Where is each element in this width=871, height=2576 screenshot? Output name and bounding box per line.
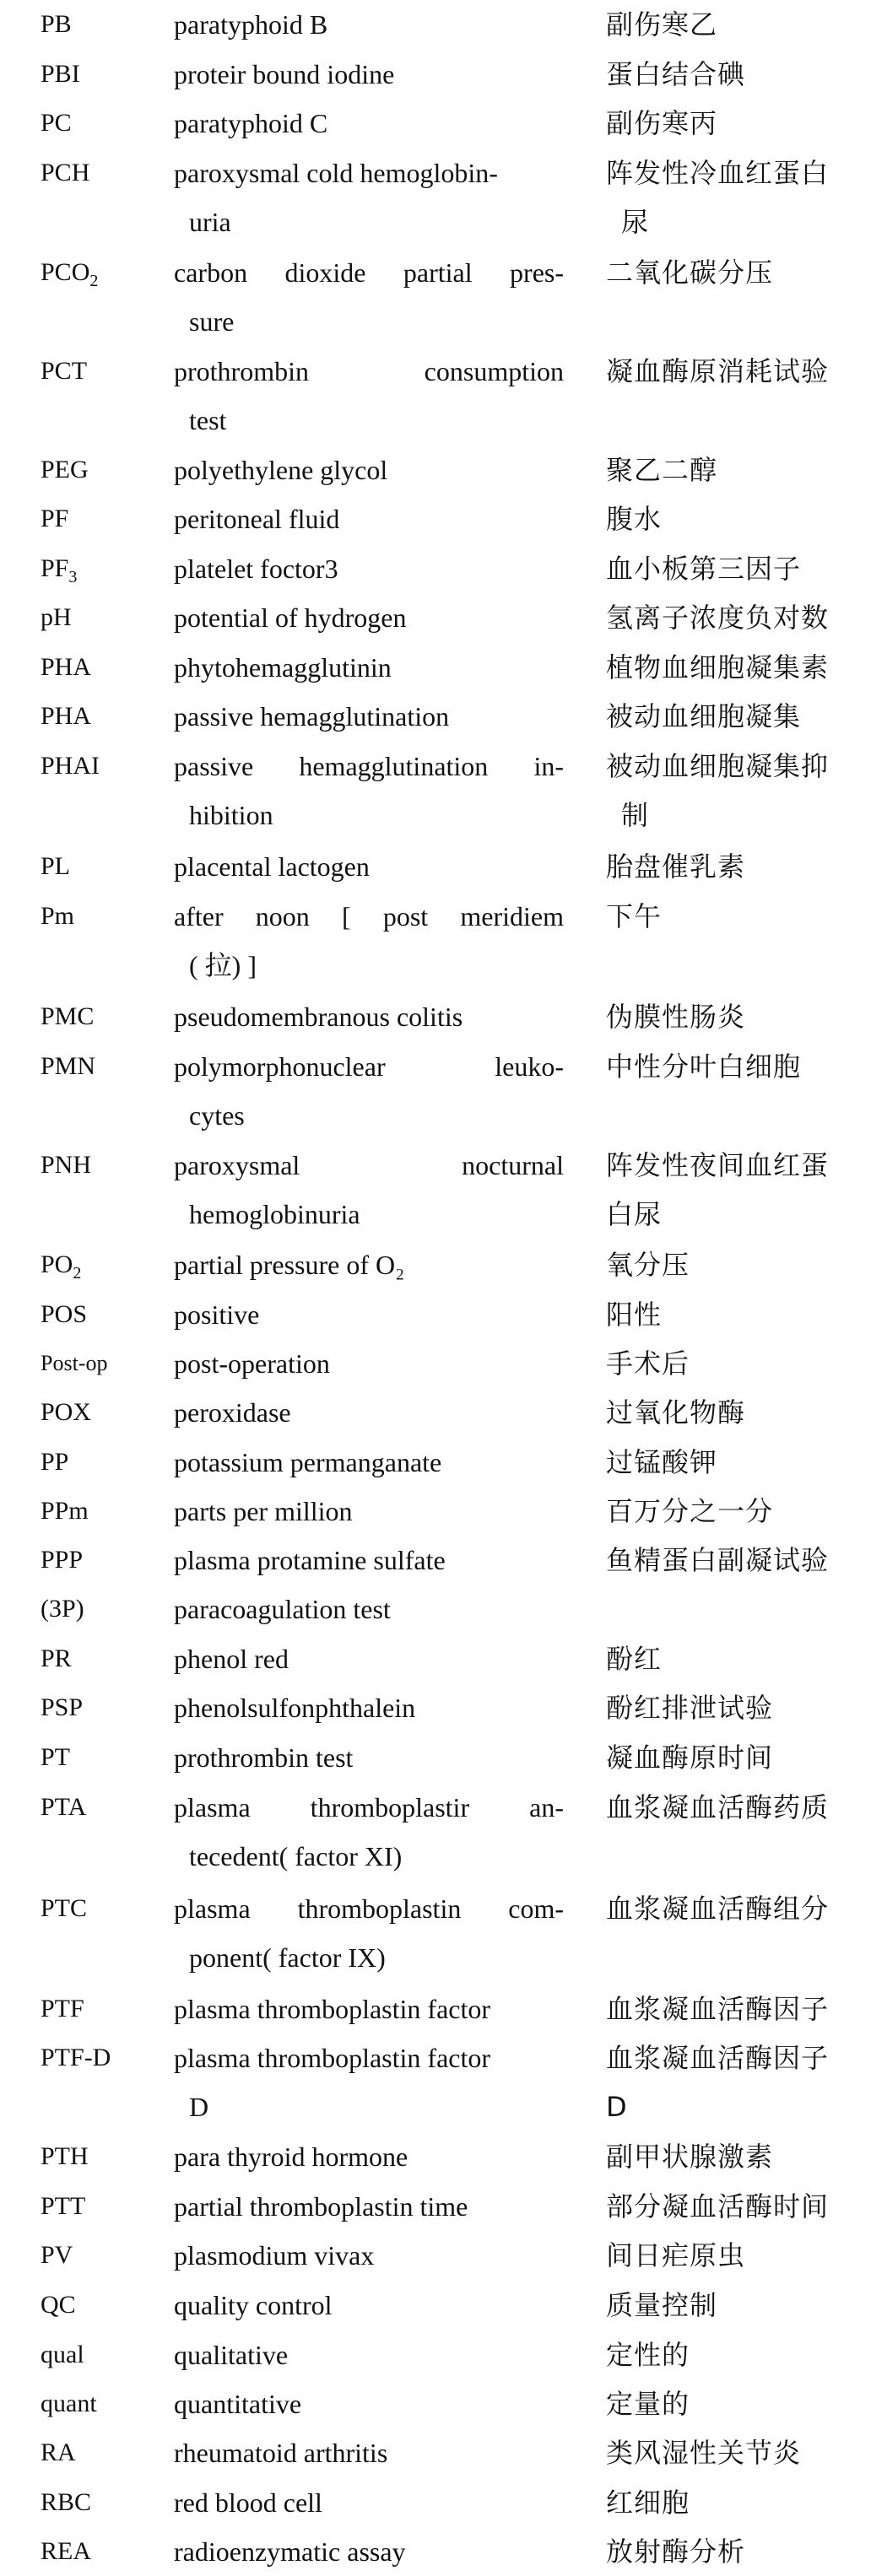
chinese-term: 血浆凝血活酶因子: [606, 1993, 830, 2025]
abbreviation: PTH: [41, 2142, 89, 2170]
chinese-term: 阵发性夜间血红蛋 白尿: [606, 1149, 830, 1230]
chinese-term: 间日疟原虫: [606, 2239, 746, 2271]
chinese-term: 二氧化碳分压: [606, 257, 774, 289]
abbreviation: PP: [41, 1448, 69, 1476]
abbreviation: PTF-D: [41, 2044, 111, 2071]
english-term: placental lactogen: [174, 851, 370, 882]
abbreviation: RBC: [41, 2488, 92, 2516]
abbreviation: RA: [41, 2438, 76, 2466]
english-term: prothrombin consumption test: [174, 356, 564, 435]
chinese-term: 血浆凝血活酶组分: [606, 1893, 830, 1925]
abbreviation: PTA: [41, 1793, 87, 1821]
chinese-term: 酚红: [606, 1643, 663, 1675]
chinese-term: 腹水: [606, 503, 663, 535]
english-term: phenol red: [174, 1644, 289, 1674]
chinese-term: 被动血细胞凝集: [606, 700, 802, 732]
english-term: polyethylene glycol: [174, 455, 388, 485]
english-term: paroxysmal nocturnal hemoglobinuria: [174, 1150, 564, 1229]
chinese-term: 部分凝血活酶时间: [606, 2190, 830, 2222]
chinese-term: 植物血细胞凝集素: [606, 651, 830, 683]
abbreviation: PMC: [41, 1002, 95, 1030]
chinese-term: 定性的: [606, 2339, 690, 2371]
chinese-term: 伪膜性肠炎: [606, 1001, 746, 1033]
chinese-term: 血小板第三因子: [606, 553, 802, 585]
abbreviation: PHA: [41, 702, 92, 730]
chinese-term: 凝血酶原时间: [606, 1742, 774, 1774]
chinese-term: 中性分叶白细胞: [606, 1050, 802, 1083]
abbreviation: $PF_3$: [41, 554, 78, 586]
abbreviation: PTC: [41, 1894, 88, 1922]
english-term: post-operation: [174, 1348, 330, 1379]
english-term: after noon [ post meridiem ( 拉) ]: [174, 901, 564, 980]
english-term: plasma thromboplastin factor D: [174, 2043, 491, 2122]
abbreviation: pH: [41, 603, 72, 631]
abbreviation: Pm: [41, 902, 75, 930]
english-term: parts per million: [174, 1496, 353, 1526]
chinese-term: 类风湿性关节炎: [606, 2437, 802, 2469]
abbreviation: PEG: [41, 456, 89, 483]
abbreviation: quant: [41, 2390, 97, 2417]
abbreviation: PBI: [41, 60, 80, 88]
chinese-term: 副伤寒乙: [606, 8, 718, 41]
abbreviation: PPP: [41, 1546, 84, 1574]
chinese-term: 过锰酸钾: [606, 1446, 718, 1478]
english-term: plasma thromboplastir an- tecedent( factor XI): [174, 1792, 564, 1871]
chinese-term: 鱼精蛋白副凝试验: [606, 1544, 830, 1576]
chinese-term: 被动血细胞凝集抑 制: [606, 750, 830, 831]
english-term: para thyroid hormone: [174, 2141, 408, 2172]
abbreviation: PR: [41, 1644, 72, 1672]
english-term: qualitative: [174, 2340, 289, 2370]
chinese-term: 胎盘催乳素: [606, 851, 746, 883]
chinese-term: 副伤寒丙: [606, 107, 718, 139]
abbreviation: PNH: [41, 1151, 92, 1179]
abbreviation: PL: [41, 852, 71, 880]
abbreviation: PHA: [41, 653, 92, 681]
english-term: radioenzymatic assay: [174, 2536, 406, 2567]
english-term: prothrombin test: [174, 1742, 354, 1773]
chinese-term: 血浆凝血活酶因子 D: [606, 2042, 830, 2123]
english-term: phytohemagglutinin: [174, 652, 392, 683]
english-term: paroxysmal cold hemoglobin- uria: [174, 158, 498, 237]
chinese-term: 酚红排泄试验: [606, 1692, 774, 1724]
chinese-term: 下午: [606, 900, 663, 932]
english-term: paratyphoid C: [174, 108, 328, 138]
abbreviation: PPm: [41, 1497, 89, 1525]
english-term: pseudomembranous colitis: [174, 1002, 463, 1032]
chinese-term: 聚乙二醇: [606, 454, 718, 486]
abbreviation: PMN: [41, 1052, 96, 1080]
chinese-term: 定量的: [606, 2388, 690, 2420]
english-term: paracoagulation test: [174, 1594, 391, 1624]
abbreviation: PT: [41, 1743, 71, 1771]
abbreviation: REA: [41, 2537, 91, 2565]
english-term: peroxidase: [174, 1397, 291, 1428]
chinese-term: 阳性: [606, 1299, 663, 1331]
english-term: plasma thromboplastin factor: [174, 1994, 491, 2024]
chinese-term: 阵发性冷血红蛋白 尿: [606, 157, 830, 238]
english-term: plasmodium vivax: [174, 2240, 375, 2271]
chinese-term: 手术后: [606, 1347, 690, 1380]
chinese-term: 百万分之一分: [606, 1495, 774, 1527]
abbreviation: PHAI: [41, 752, 100, 780]
english-term: quantitative: [174, 2389, 302, 2419]
abbreviation: PTT: [41, 2192, 86, 2220]
chinese-term: 氧分压: [606, 1249, 690, 1281]
chinese-term: 红细胞: [606, 2487, 690, 2519]
abbreviation: PCT: [41, 357, 88, 385]
abbreviation: Post-op: [41, 1351, 108, 1375]
chinese-term: 副甲状腺激素: [606, 2141, 774, 2173]
abbreviation: PC: [41, 109, 72, 137]
chinese-term: 蛋白结合碘: [606, 58, 746, 90]
chinese-term: 氢离子浓度负对数: [606, 602, 830, 634]
english-term: paratyphoid B: [174, 9, 328, 40]
english-term: phenolsulfonphthalein: [174, 1693, 416, 1723]
abbreviation: $PCO_2$: [41, 258, 99, 290]
english-term: potassium permanganate: [174, 1447, 442, 1477]
abbreviation: PB: [41, 10, 72, 38]
english-term: quality control: [174, 2290, 333, 2320]
abbreviation: PV: [41, 2241, 73, 2269]
chinese-term: 血浆凝血活酶药质: [606, 1791, 830, 1823]
chinese-term: 放射酶分析: [606, 2535, 746, 2568]
abbreviation: $PO_2$: [41, 1250, 82, 1283]
english-term: positive: [174, 1299, 260, 1330]
abbreviation: PCH: [41, 159, 90, 186]
english-term: peritoneal fluid: [174, 504, 340, 534]
english-term: partial pressure of O₂: [174, 1250, 405, 1280]
english-term: carbon dioxide partial pres- sure: [174, 257, 564, 337]
english-term: plasma protamine sulfate: [174, 1545, 446, 1575]
english-term: platelet foctor3: [174, 554, 338, 584]
abbreviation: PSP: [41, 1693, 84, 1721]
chinese-term: 过氧化物酶: [606, 1396, 746, 1428]
english-term: partial thromboplastin time: [174, 2191, 468, 2222]
abbreviation: POX: [41, 1398, 92, 1426]
abbreviation: POS: [41, 1300, 88, 1328]
abbreviation: qual: [41, 2341, 84, 2368]
english-term: polymorphonuclear leuko- cytes: [174, 1051, 564, 1131]
english-term: potential of hydrogen: [174, 602, 407, 633]
english-term: proteir bound iodine: [174, 59, 395, 89]
chinese-term: 凝血酶原消耗试验: [606, 355, 830, 387]
english-term: passive hemagglutination in- hibition: [174, 751, 564, 830]
chinese-term: 质量控制: [606, 2289, 718, 2321]
abbreviation: PTF: [41, 1995, 84, 2022]
english-term: plasma thromboplastin com- ponent( factor IX): [174, 1893, 564, 1973]
english-term: rheumatoid arthritis: [174, 2438, 388, 2468]
abbreviation: QC: [41, 2291, 76, 2319]
english-term: passive hemagglutination: [174, 701, 450, 732]
abbreviation: PF: [41, 505, 69, 532]
english-term: red blood cell: [174, 2487, 322, 2518]
abbreviation: (3P): [41, 1595, 84, 1623]
